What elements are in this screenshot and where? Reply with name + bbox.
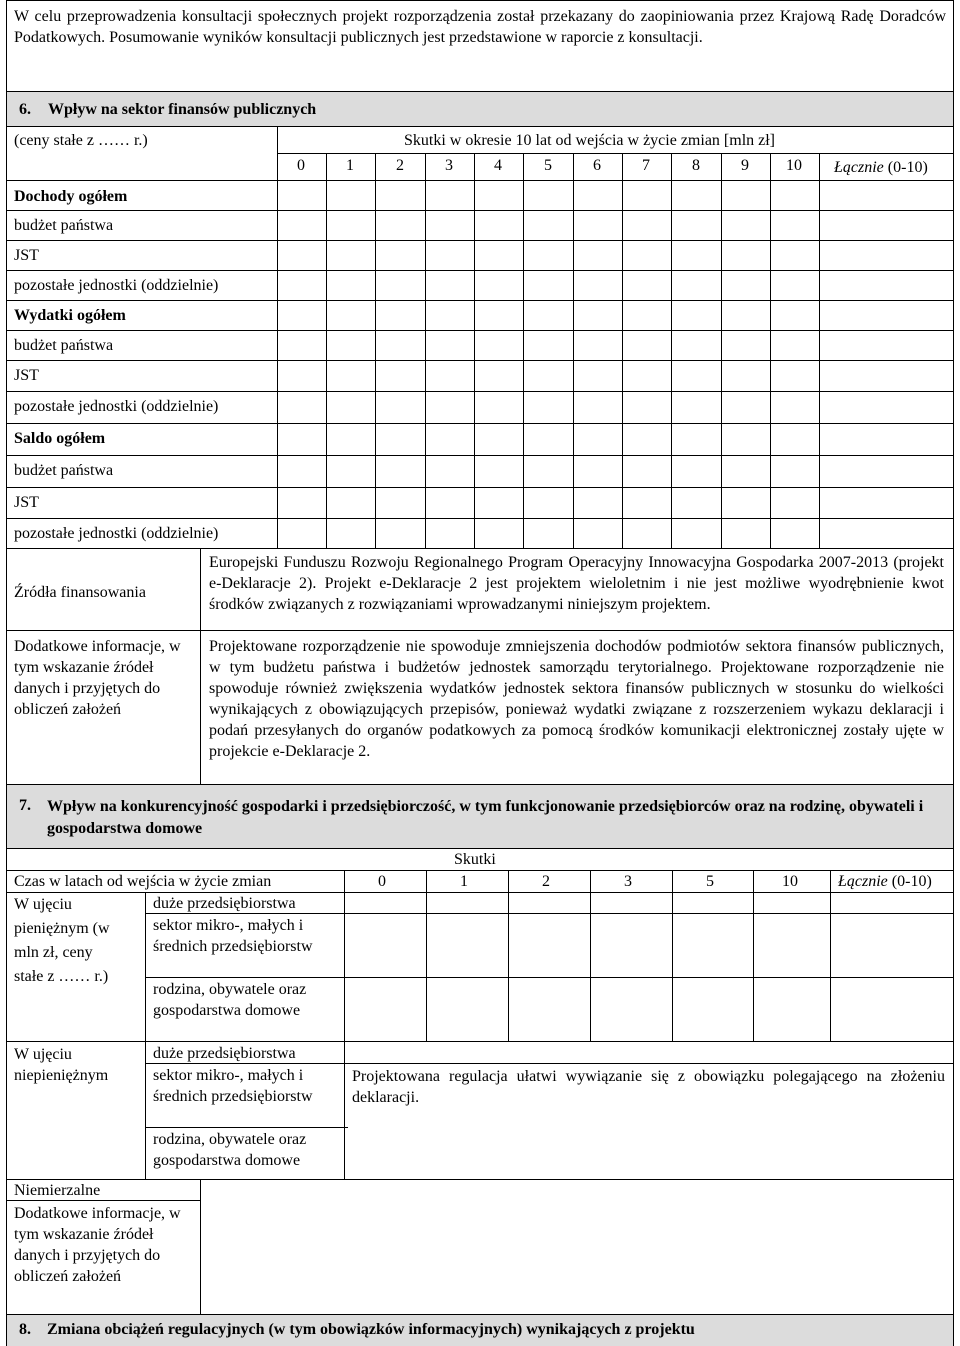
row-income-total: Dochody ogółem	[14, 188, 128, 205]
document-page	[6, 0, 954, 1346]
total-header	[838, 872, 932, 893]
sub-large-companies: duże przedsiębiorstwa	[153, 895, 296, 912]
year-header: 1	[460, 873, 468, 890]
sub-sme: sektor mikro-, małych i średnich przedsiębiorstw	[153, 917, 313, 955]
section8-title: Zmiana obciążeń regulacyjnych (w tym obowiązków informacyjnych) wynikających z projektu	[47, 1321, 695, 1338]
row-state-budget: budżet państwa	[14, 462, 114, 479]
effects-label: Skutki	[454, 851, 496, 868]
year-header: 2	[396, 157, 404, 174]
row-jst: JST	[14, 367, 39, 384]
row-other-units: pozostałe jednostki (oddzielnie)	[14, 277, 219, 294]
sub-family: rodzina, obywatele oraz gospodarstwa domowe	[153, 981, 307, 1019]
year-header: 0	[297, 157, 305, 174]
total-header-range: (0-10)	[887, 873, 932, 890]
section7-header	[6, 784, 954, 849]
intro-box	[6, 0, 954, 92]
total-header-italic: Łącznie	[834, 159, 884, 176]
year-header: 1	[346, 157, 354, 174]
section6-header	[6, 91, 954, 127]
sub-sme: sektor mikro-, małych i średnich przedsiębiorstw	[153, 1067, 313, 1105]
row-other-units: pozostałe jednostki (oddzielnie)	[14, 398, 219, 415]
effects-header: Skutki w okresie 10 lat od wejścia w życie zmian [mln zł]	[404, 132, 776, 149]
year-header: 7	[642, 157, 650, 174]
additional-info-label: Dodatkowe informacje, w tym wskazanie źródeł danych i przyjętych do obliczeń założeń	[14, 638, 181, 718]
year-header: 3	[624, 873, 632, 890]
year-header: 2	[542, 873, 550, 890]
row-jst: JST	[14, 247, 39, 264]
section6-title: Wpływ na sektor finansów publicznych	[48, 101, 317, 118]
sources-text: Europejski Funduszu Rozwoju Regionalnego Program Operacyjny Innowacyjna Gospodarka 2007-2013 (projekt e-Deklaracje 2). Projekt e-Deklaracje 2 jest projektem wieloletnim i nie jest możliwe wyodrębnienie kwot środków związanych z rozwiązaniami wprowadzanymi niniejszym projektem.	[209, 554, 944, 613]
year-header: 0	[378, 873, 386, 890]
additional-info-text: Projektowane rozporządzenie nie spowoduje zmniejszenia dochodów podmiotów sektora finansów publicznych, w tym budżetu państwa i budżetów jednostek samorządu terytorialnego. Projektowane rozporządzenie nie spowoduje również zwiększenia wydatków jednostek sektora finansów publicznych w stosunku do wielkości wynikających z obowiązujących przepisów, ponieważ wydatki związane z rozszerzeniem wykazu deklaracji i podań przesyłanych do organów podatkowych za pomocą środków komunikacji elektronicznej zostały ujęte w projekcie e-Deklaracje 2.	[209, 638, 944, 760]
row-state-budget: budżet państwa	[14, 217, 114, 234]
row-expenses-total: Wydatki ogółem	[14, 307, 126, 324]
year-header: 3	[445, 157, 453, 174]
intro-text: W celu przeprowadzenia konsultacji społecznych projekt rozporządzenia został przekazany do zaopiniowania przez Krajową Radę Doradców Podatkowych. Posumowanie wyników konsultacji publicznych jest przedstawione w raporcie z konsultacji.	[14, 8, 946, 46]
year-header: 5	[544, 157, 552, 174]
row-other-units: pozostałe jednostki (oddzielnie)	[14, 525, 219, 542]
time-label: Czas w latach od wejścia w życie zmian	[14, 873, 272, 890]
total-header	[834, 158, 928, 179]
row-balance-total: Saldo ogółem	[14, 430, 106, 447]
nonmonetary-text: Projektowana regulacja ułatwi wywiązanie się z obowiązku polegającego na złożeniu deklaracji.	[352, 1068, 945, 1106]
year-header: 6	[593, 157, 601, 174]
year-header: 4	[494, 157, 502, 174]
total-header-range: (0-10)	[883, 159, 928, 176]
total-header-italic: Łącznie	[838, 873, 888, 890]
prices-label: (ceny stałe z …… r.)	[14, 132, 148, 149]
year-header: 10	[786, 157, 802, 174]
additional-info-label: Dodatkowe informacje, w tym wskazanie źródeł danych i przyjętych do obliczeń założeń	[14, 1205, 181, 1285]
section6-number: 6.	[19, 101, 31, 118]
sources-label: Źródła finansowania	[14, 584, 146, 601]
section8-number: 8.	[19, 1321, 31, 1338]
unmeasurable-label: Niemierzalne	[14, 1182, 101, 1199]
finance-table	[6, 126, 954, 548]
row-jst: JST	[14, 494, 39, 511]
section7-title: Wpływ na konkurencyjność gospodarki i przedsiębiorczość, w tym funkcjonowanie przedsiębiorców oraz na rodzinę, obywateli i gospodarstwa domowe	[47, 798, 924, 837]
monetary-label: W ujęciu pieniężnym (w mln zł, ceny stałe z …… r.)	[14, 896, 110, 985]
sub-family: rodzina, obywatele oraz gospodarstwa domowe	[153, 1131, 307, 1169]
year-header: 5	[706, 873, 714, 890]
nonmonetary-label: W ujęciu niepieniężnym	[14, 1046, 109, 1084]
row-state-budget: budżet państwa	[14, 337, 114, 354]
sub-large-companies: duże przedsiębiorstwa	[153, 1045, 296, 1062]
year-header: 8	[692, 157, 700, 174]
section8-header	[6, 1314, 954, 1346]
year-header: 9	[741, 157, 749, 174]
year-header: 10	[782, 873, 798, 890]
section7-number: 7.	[19, 797, 31, 814]
